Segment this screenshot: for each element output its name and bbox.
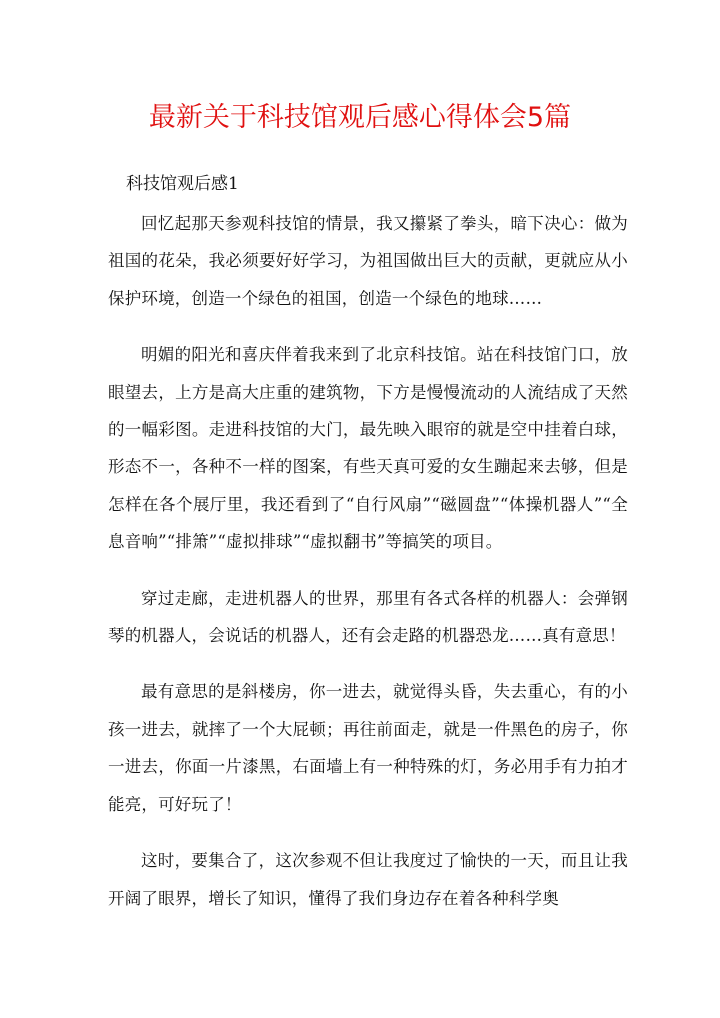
document-body: [108, 205, 628, 936]
paragraph-5: 这时，要集合了，这次参观不但让我度过了愉快的一天，而且让我开阔了眼界，增长了知识，懂得了我们身边存在着各种科学奥: [108, 851, 628, 908]
paragraph-4: 最有意思的是斜楼房，你一进去，就觉得头昏，失去重心，有的小孩一进去，就摔了一个大屁顿；再往前面走，就是一件黑色的房子，你一进去，你面一片漆黑，右面墙上有一种特殊的灯，务必用手有力拍才能亮，可好玩了！: [108, 682, 628, 814]
document-title: 最新关于科技馆观后感心得体会5篇: [148, 102, 572, 133]
section-heading: 科技馆观后感1: [126, 174, 239, 194]
paragraph-1: 回忆起那天参观科技馆的情景，我又攥紧了拳头，暗下决心：做为祖国的花朵，我必须要好好学习，为祖国做出巨大的贡献，更就应从小保护环境，创造一个绿色的祖国，创造一个绿色的地球……: [108, 214, 628, 308]
paragraph-2: 明媚的阳光和喜庆伴着我来到了北京科技馆。站在科技馆门口，放眼望去，上方是高大庄重的建筑物，下方是慢慢流动的人流结成了天然的一幅彩图。走进科技馆的大门，最先映入眼帘的就是空中挂着白球，形态不一，各种不一样的图案，有些天真可爱的女生蹦起来去够，但是怎样在各个展厅里，我还看到了“自行风扇”“磁圆盘”“体操机器人”“全息音响”“排箫”“虚拟排球”“虚拟翻书”等搞笑的项目。: [108, 345, 628, 552]
paragraph-3: 穿过走廊，走进机器人的世界，那里有各式各样的机器人：会弹钢琴的机器人，会说话的机器人，还有会走路的机器恐龙……真有意思！: [108, 588, 628, 646]
